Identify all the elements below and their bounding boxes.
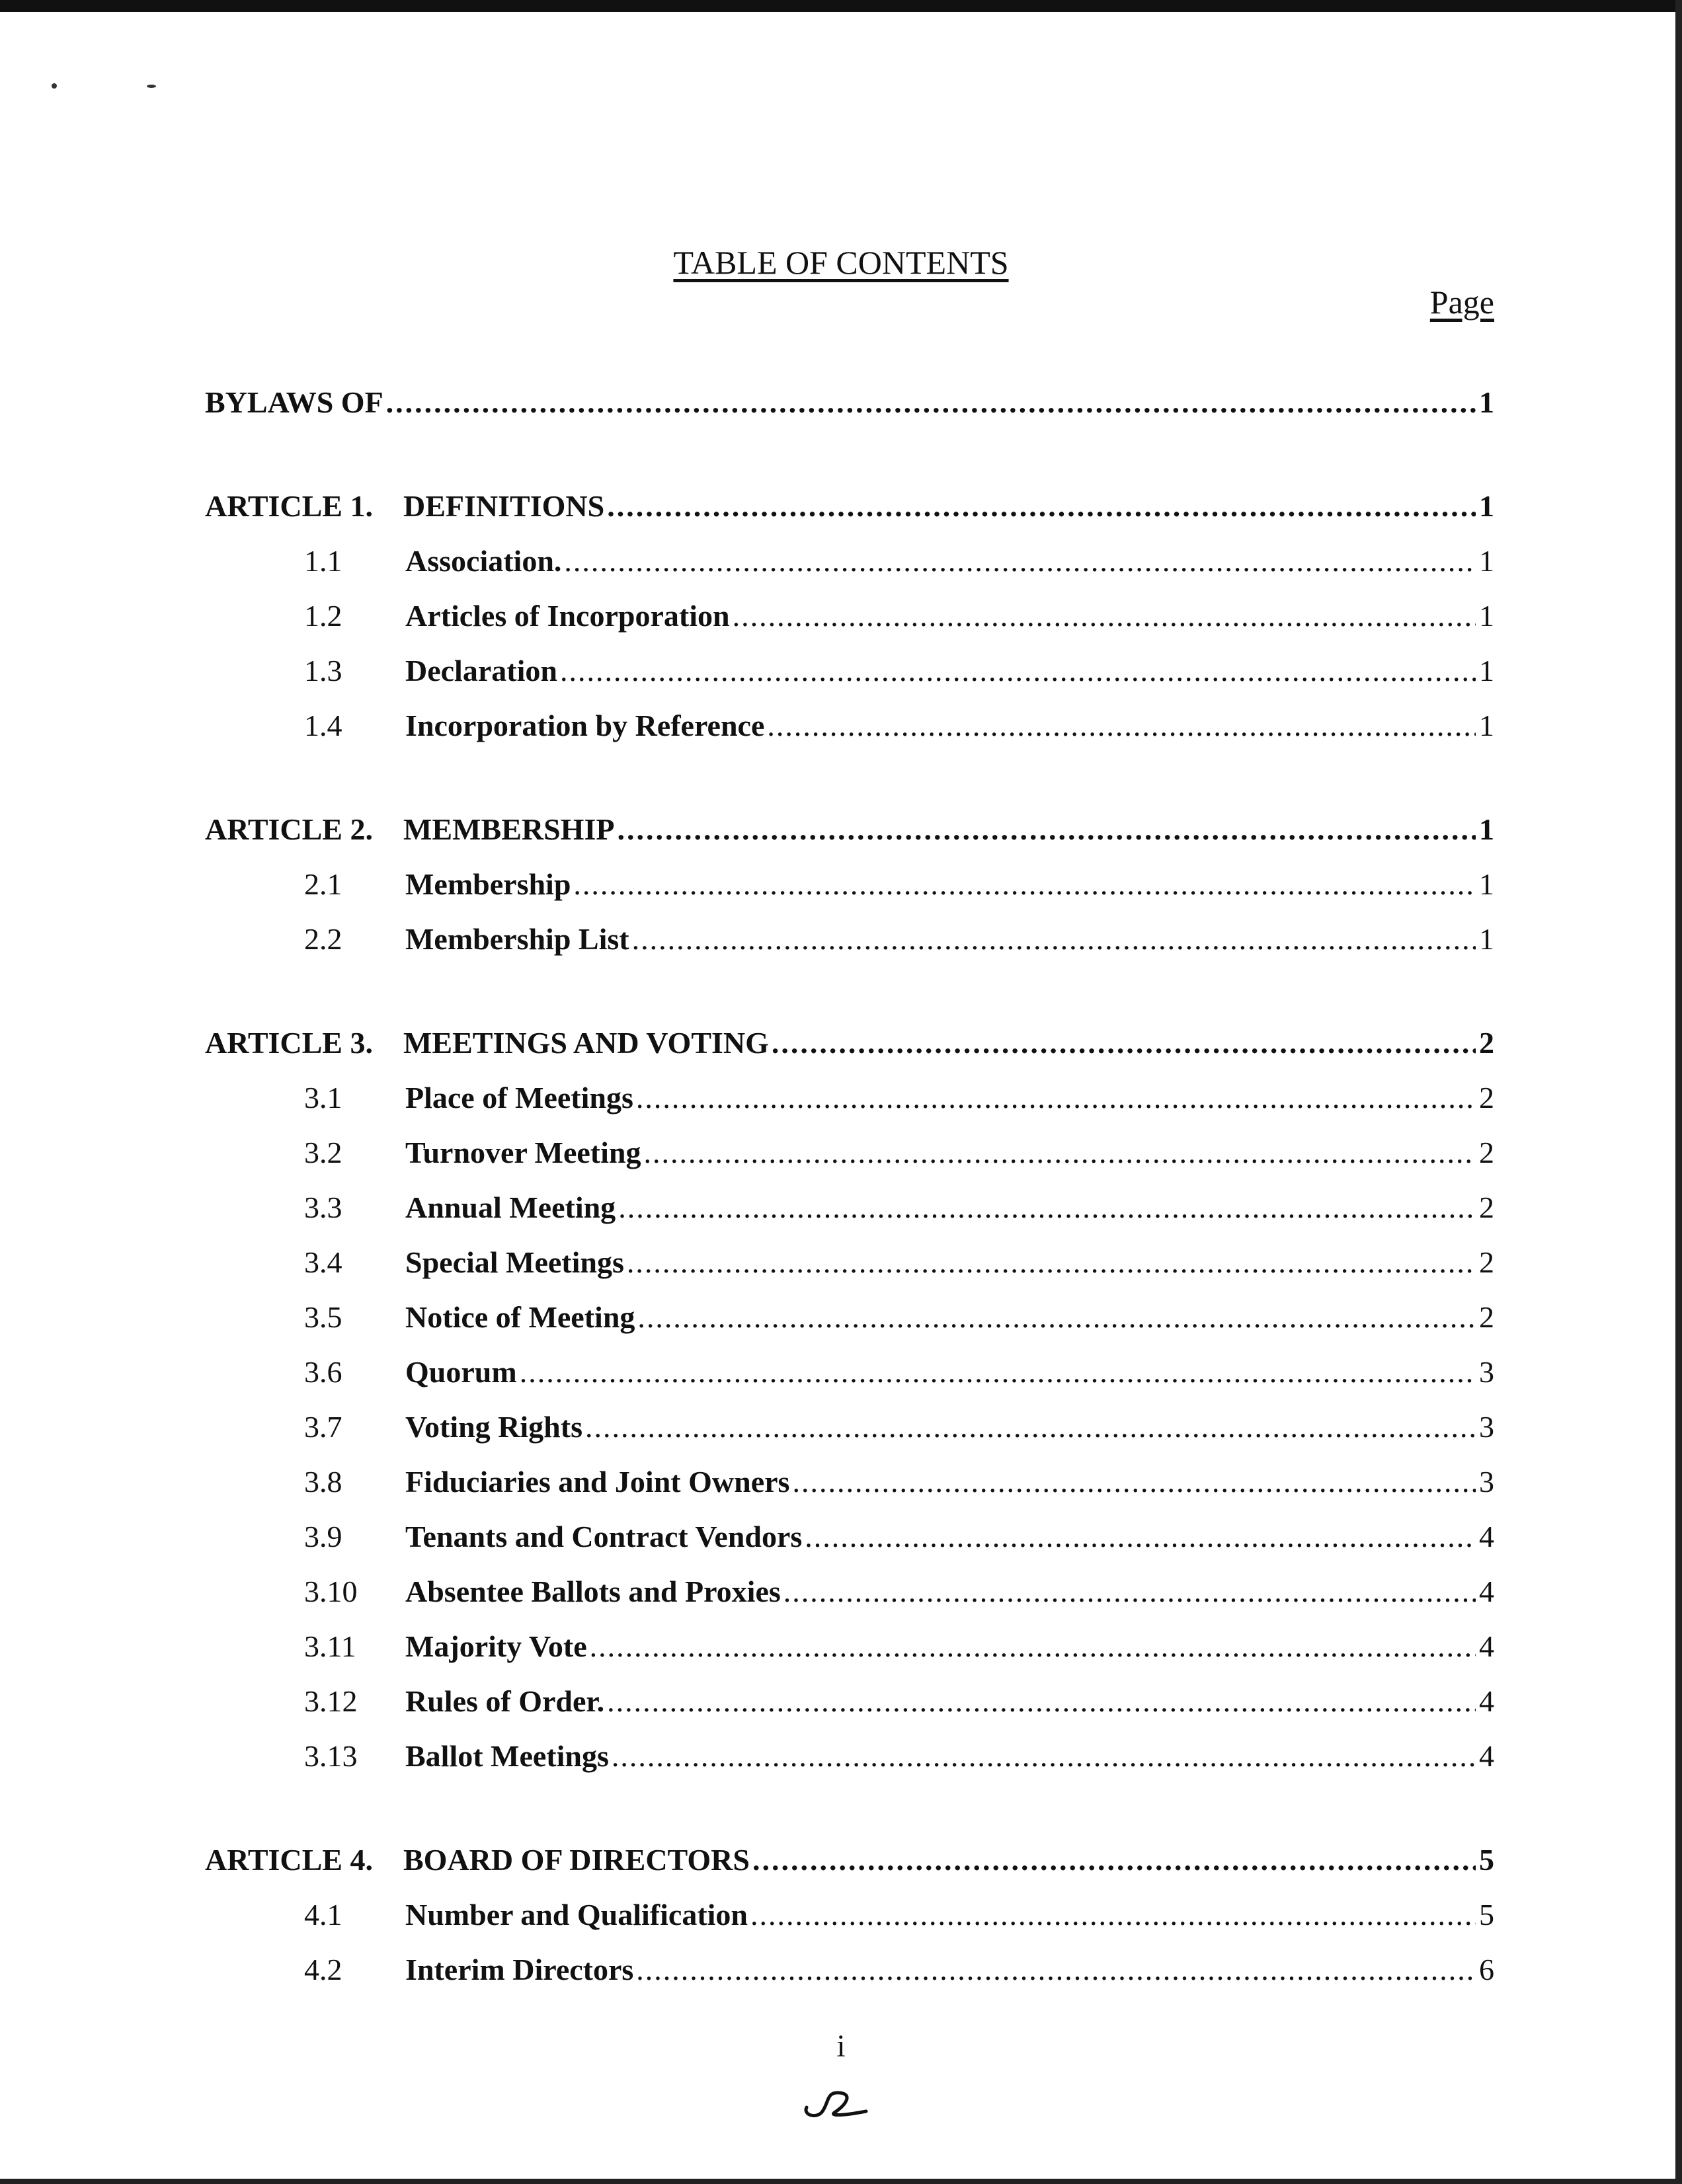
toc-entry-number: ARTICLE 2. [205, 812, 373, 846]
toc-entry-title: Annual Meeting [405, 1190, 616, 1224]
toc-article-row [205, 488, 1494, 543]
dot-leader [627, 1245, 1476, 1280]
toc-section-row [205, 921, 1494, 976]
document-title: TABLE OF CONTENTS [673, 244, 1009, 281]
toc-entry-page: 2 [1479, 1245, 1494, 1279]
toc-entry-number: 3.3 [304, 1190, 342, 1224]
toc-entry-page: 4 [1479, 1739, 1494, 1773]
dot-leader [590, 1629, 1476, 1664]
toc-entry-number: 3.8 [304, 1465, 342, 1499]
toc-entry-title: Voting Rights [405, 1410, 582, 1444]
toc-article-row [205, 812, 1494, 867]
toc-article-row [205, 1842, 1494, 1897]
toc-entry-title: Majority Vote [405, 1629, 587, 1663]
toc-entry-number: 3.9 [304, 1520, 342, 1553]
dot-leader [564, 543, 1476, 578]
dot-leader [767, 708, 1476, 743]
dot-leader [636, 1952, 1476, 1987]
toc-section-row [205, 1897, 1494, 1952]
toc-entry-page: 4 [1479, 1575, 1494, 1608]
toc-entry-page: 4 [1479, 1629, 1494, 1663]
toc-entry-page: 1 [1479, 812, 1494, 846]
toc-entry-page: 4 [1479, 1684, 1494, 1718]
toc-entry-number: 3.12 [304, 1684, 358, 1718]
toc-entry-number: 2.2 [304, 922, 342, 956]
dot-leader [520, 1354, 1476, 1389]
toc-entry-number: 3.11 [304, 1629, 356, 1663]
toc-entry-page: 1 [1479, 867, 1494, 901]
dot-leader [607, 488, 1476, 524]
toc-section-row [205, 1952, 1494, 2007]
toc-section-row [205, 1354, 1494, 1409]
toc-entry-title: Place of Meetings [405, 1081, 633, 1114]
toc-section-row [205, 867, 1494, 921]
dot-leader [792, 1464, 1476, 1499]
dot-leader [585, 1409, 1476, 1444]
scan-edge-bottom [0, 2179, 1682, 2184]
toc-entry-page: 2 [1479, 1300, 1494, 1334]
toc-entry-title: Ballot Meetings [405, 1739, 609, 1773]
page-column-heading: Page [1429, 284, 1494, 321]
toc-entry-number: ARTICLE 4. [205, 1843, 373, 1877]
dot-leader [750, 1897, 1476, 1932]
toc-entry-page: 1 [1479, 385, 1494, 419]
page-number: i [836, 2029, 846, 2064]
toc-entry-number: 3.7 [304, 1410, 342, 1444]
dot-leader [636, 1080, 1476, 1115]
dot-leader [618, 1190, 1476, 1225]
toc-section-row [205, 1684, 1494, 1738]
toc-section-row [205, 1190, 1494, 1245]
toc-entry-number: 3.4 [304, 1245, 342, 1279]
dot-leader [783, 1574, 1476, 1609]
toc-entry-page: 1 [1479, 599, 1494, 633]
toc-entry-title: BOARD OF DIRECTORS [403, 1843, 750, 1877]
toc-entry-page: 3 [1479, 1410, 1494, 1444]
toc-entry-number: 3.5 [304, 1300, 342, 1334]
toc-entry-page: 1 [1479, 922, 1494, 956]
toc-entry-title: Number and Qualification [405, 1898, 748, 1931]
dot-leader [573, 867, 1476, 902]
toc-entry-title: Notice of Meeting [405, 1300, 635, 1334]
toc-entry-number: ARTICLE 3. [205, 1026, 373, 1060]
toc-entry-page: 2 [1479, 1026, 1494, 1060]
toc-section-row [205, 1245, 1494, 1300]
toc-entry-title: MEETINGS AND VOTING [403, 1026, 769, 1060]
toc-section-row [205, 1080, 1494, 1135]
scan-edge-top [0, 0, 1682, 12]
toc-entry-number: ARTICLE 1. [205, 489, 373, 523]
toc-section-row [205, 1738, 1494, 1793]
toc-section-row [205, 543, 1494, 598]
toc-entry-page: 1 [1479, 654, 1494, 687]
toc-entry-number: 1.1 [304, 544, 342, 578]
toc-entry-number: 3.10 [304, 1575, 358, 1608]
dot-leader [386, 385, 1476, 420]
toc-entry-page: 3 [1479, 1465, 1494, 1499]
toc-entry-title: Fiduciaries and Joint Owners [405, 1465, 790, 1499]
toc-entry-title: Absentee Ballots and Proxies [405, 1575, 781, 1608]
toc-entry-number: 3.1 [304, 1081, 342, 1114]
toc-section-row [205, 1464, 1494, 1519]
toc-entry-number: 1.4 [304, 709, 342, 742]
dot-leader [632, 921, 1476, 956]
toc-entry-title: MEMBERSHIP [403, 812, 615, 846]
toc-section-row [205, 1300, 1494, 1354]
toc-entry-page: 3 [1479, 1355, 1494, 1389]
toc-section-row [205, 1409, 1494, 1464]
table-of-contents [205, 385, 1494, 2007]
toc-entry-number: 4.2 [304, 1953, 342, 1986]
toc-entry-number: 2.1 [304, 867, 342, 901]
toc-entry-title: Declaration [405, 654, 557, 687]
toc-entry-title: Tenants and Contract Vendors [405, 1520, 803, 1553]
toc-article-row [205, 385, 1494, 440]
dot-leader [752, 1842, 1476, 1877]
toc-entry-page: 2 [1479, 1081, 1494, 1114]
toc-entry-page: 5 [1479, 1898, 1494, 1931]
toc-entry-title: Association. [405, 544, 562, 578]
toc-section-row [205, 1574, 1494, 1629]
toc-article-row [205, 1025, 1494, 1080]
toc-entry-number: 3.6 [304, 1355, 342, 1389]
toc-entry-title: Membership [405, 867, 571, 901]
toc-entry-page: 2 [1479, 1190, 1494, 1224]
toc-entry-title: BYLAWS OF [205, 385, 383, 419]
handwritten-mark [800, 2082, 873, 2125]
toc-entry-number: 1.2 [304, 599, 342, 633]
dot-leader [612, 1738, 1476, 1774]
toc-entry-title: Incorporation by Reference [405, 709, 765, 742]
dot-leader [772, 1025, 1476, 1060]
toc-entry-number: 1.3 [304, 654, 342, 687]
toc-entry-page: 1 [1479, 709, 1494, 742]
dot-leader [733, 598, 1476, 633]
toc-entry-title: Interim Directors [405, 1953, 634, 1986]
toc-entry-title: Rules of Order. [405, 1684, 605, 1718]
scan-speck [147, 85, 156, 88]
scan-speck [52, 83, 57, 89]
toc-entry-title: Turnover Meeting [405, 1136, 641, 1169]
toc-entry-number: 3.2 [304, 1136, 342, 1169]
dot-leader [805, 1519, 1476, 1554]
toc-entry-title: Quorum [405, 1355, 517, 1389]
toc-entry-title: Special Meetings [405, 1245, 624, 1279]
toc-entry-page: 1 [1479, 489, 1494, 523]
toc-section-row [205, 1519, 1494, 1574]
toc-entry-title: DEFINITIONS [403, 489, 605, 523]
dot-leader [607, 1684, 1476, 1719]
scan-edge-right [1675, 0, 1682, 2184]
dot-leader [560, 653, 1476, 688]
toc-entry-page: 6 [1479, 1953, 1494, 1986]
dot-leader [637, 1300, 1476, 1335]
toc-entry-page: 1 [1479, 544, 1494, 578]
toc-section-row [205, 1135, 1494, 1190]
toc-section-row [205, 598, 1494, 653]
toc-entry-number: 3.13 [304, 1739, 358, 1773]
toc-entry-title: Articles of Incorporation [405, 599, 730, 633]
toc-entry-page: 2 [1479, 1136, 1494, 1169]
toc-section-row [205, 708, 1494, 763]
toc-entry-page: 5 [1479, 1843, 1494, 1877]
toc-section-row [205, 1629, 1494, 1684]
toc-section-row [205, 653, 1494, 708]
toc-entry-title: Membership List [405, 922, 629, 956]
toc-entry-number: 4.1 [304, 1898, 342, 1931]
dot-leader [617, 812, 1476, 847]
dot-leader [643, 1135, 1476, 1170]
toc-entry-page: 4 [1479, 1520, 1494, 1553]
